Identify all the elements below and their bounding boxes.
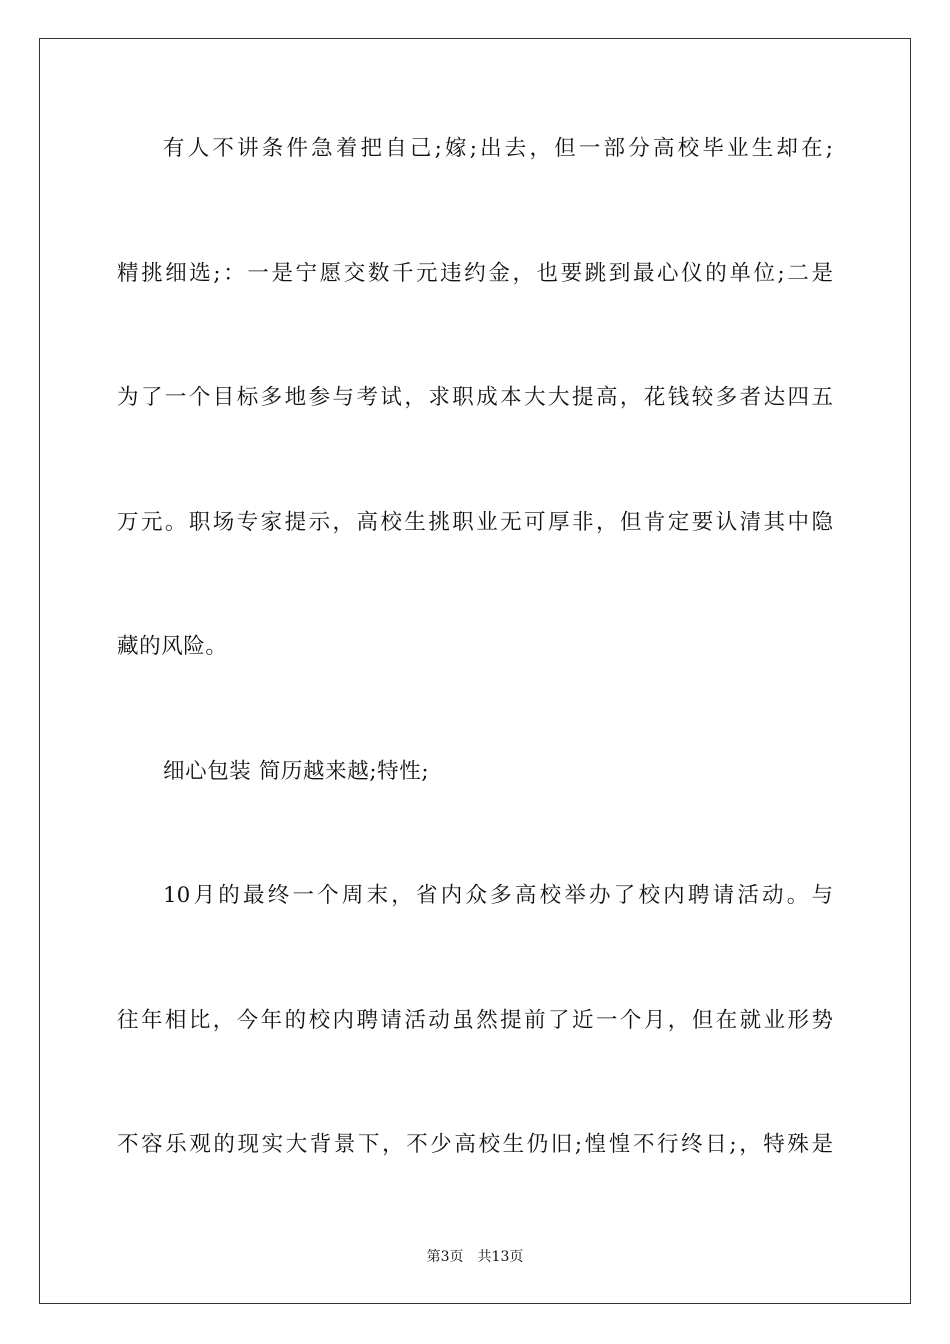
page-footer (0, 1247, 950, 1267)
page-total: 共13页 (477, 1249, 524, 1265)
section-heading: 细心包装 简历越来越;特性; (163, 759, 430, 784)
paragraph-line-8: 不容乐观的现实大背景下，不少高校生仍旧;惶惶不行终日;，特殊是 (117, 1132, 833, 1157)
paragraph-line-6: 10月的最终一个周末，省内众多高校举办了校内聘请活动。与 (163, 883, 833, 908)
paragraph-line-2: 精挑细选;：一是宁愿交数千元违约金，也要跳到最心仪的单位;二是 (117, 261, 833, 286)
paragraph-line-5: 藏的风险。 (117, 634, 228, 659)
paragraph-line-1: 有人不讲条件急着把自己;嫁;出去，但一部分高校毕业生却在; (163, 136, 833, 161)
paragraph-line-7: 往年相比，今年的校内聘请活动虽然提前了近一个月，但在就业形势 (117, 1008, 833, 1033)
paragraph-line-4: 万元。职场专家提示，高校生挑职业无可厚非，但肯定要认清其中隐 (117, 510, 833, 535)
paragraph-line-3: 为了一个目标多地参与考试，求职成本大大提高，花钱较多者达四五 (117, 385, 833, 410)
page-border (39, 38, 911, 1304)
page-number: 第3页 (426, 1249, 464, 1265)
